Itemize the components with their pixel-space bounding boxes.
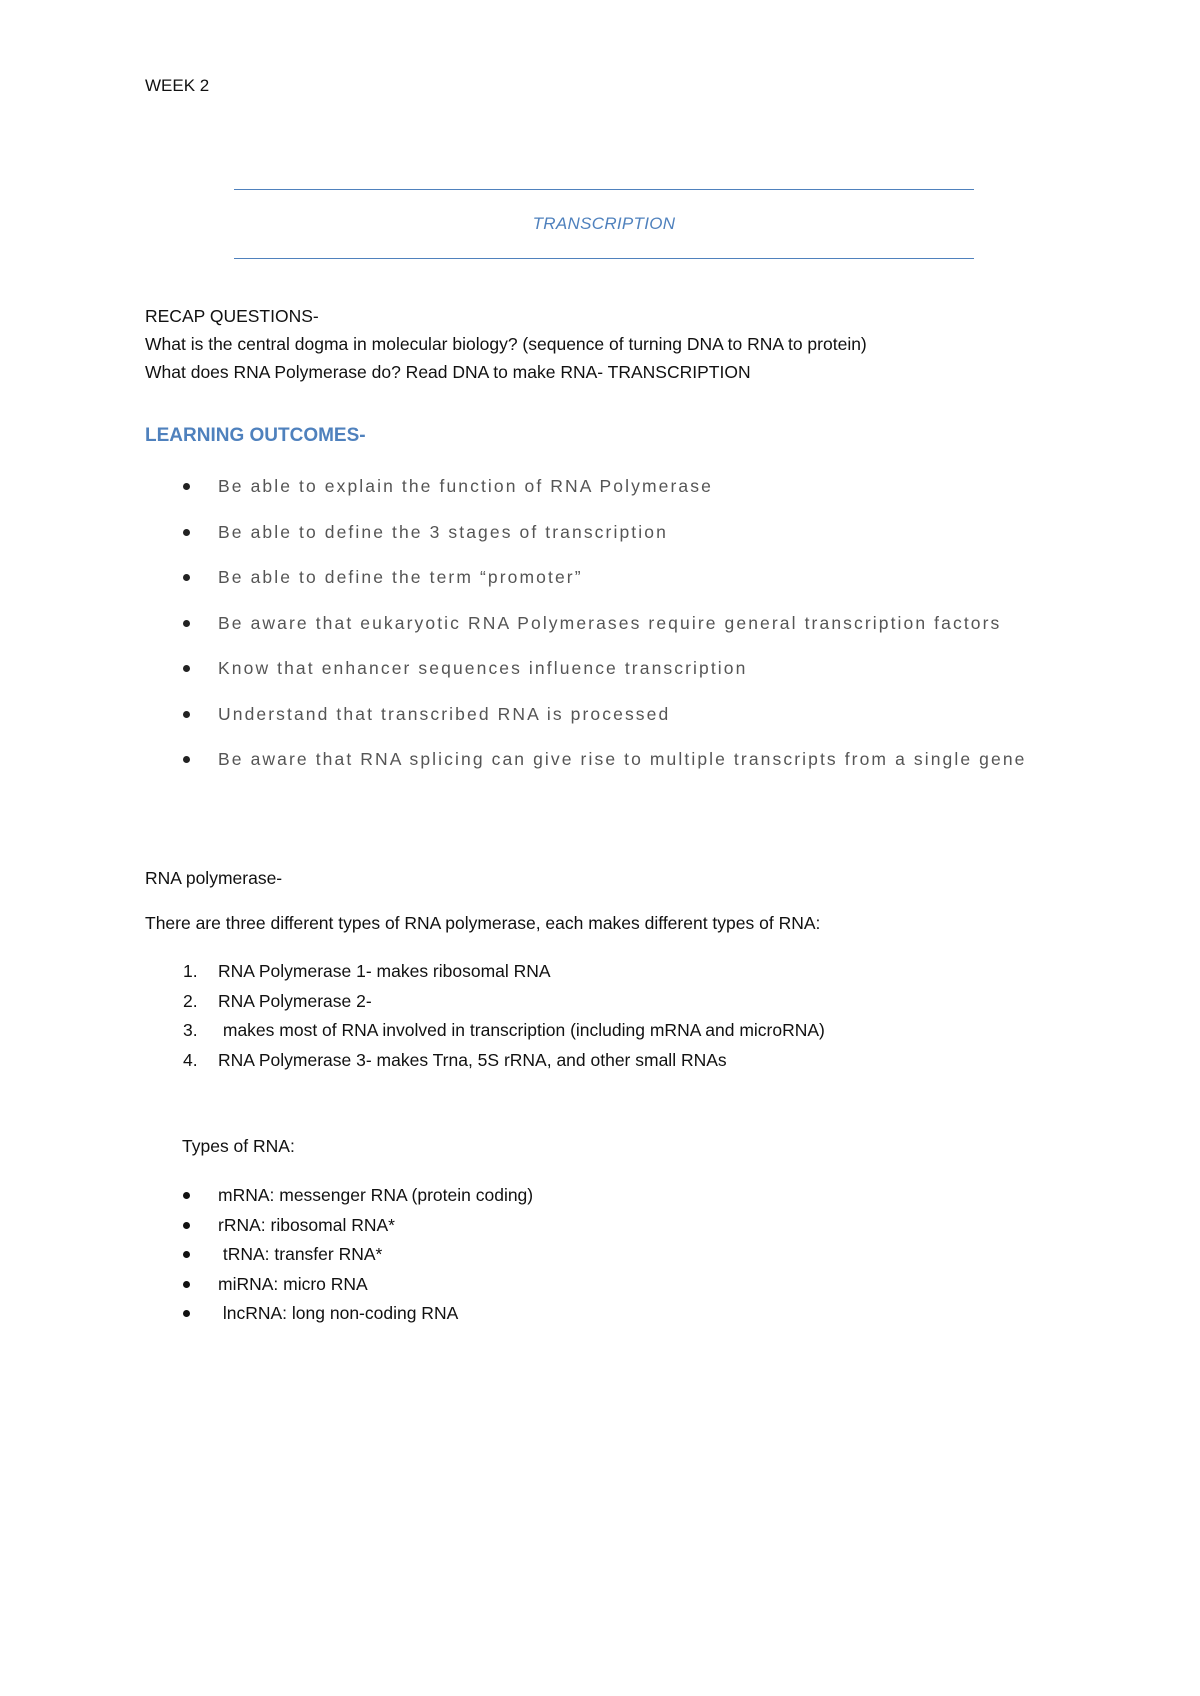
bullet-icon <box>183 529 190 536</box>
rna-type-text: mRNA: messenger RNA (protein coding) <box>218 1185 534 1205</box>
polymerase-text: RNA Polymerase 2- <box>218 990 372 1011</box>
list-item <box>145 957 825 987</box>
bullet-icon <box>183 574 190 581</box>
rna-type-text: lncRNA: long non-coding RNA <box>218 1303 459 1323</box>
list-item <box>145 1240 533 1270</box>
list-item <box>145 563 1085 592</box>
outcome-text: Be able to define the 3 stages of transcription <box>218 521 668 542</box>
polymerase-text: RNA Polymerase 3- makes Trna, 5S rRNA, and other small RNAs <box>218 1050 727 1071</box>
outcome-text: Be able to explain the function of RNA Polymerase <box>218 476 713 496</box>
list-item <box>145 472 1085 501</box>
learning-outcomes-heading: LEARNING OUTCOMES- <box>145 425 366 446</box>
bullet-icon <box>183 665 190 672</box>
outcome-text: Be aware that eukaryotic RNA Polymerases require general transcription factors <box>218 612 1002 633</box>
bullet-icon <box>183 1192 190 1199</box>
rna-types-heading: Types of RNA: <box>182 1136 295 1156</box>
bullet-icon <box>183 1222 190 1229</box>
recap-question-2: What does RNA Polymerase do? Read DNA to make RNA- TRANSCRIPTION <box>145 362 751 382</box>
list-item <box>145 1270 533 1300</box>
polymerase-list <box>145 957 825 1076</box>
bullet-icon <box>183 756 190 763</box>
list-item <box>145 1046 825 1076</box>
list-item <box>145 609 1085 638</box>
outcome-text: Be able to define the term “promoter” <box>218 567 583 587</box>
list-item <box>145 654 1085 683</box>
bullet-icon <box>183 1281 190 1288</box>
outcome-text: Understand that transcribed RNA is processed <box>218 703 671 724</box>
polymerase-text: makes most of RNA involved in transcription (including mRNA and microRNA) <box>218 1020 825 1041</box>
recap-question-1: What is the central dogma in molecular biology? (sequence of turning DNA to RNA to protein) <box>145 334 867 354</box>
bullet-icon <box>183 483 190 490</box>
bullet-icon <box>183 1251 190 1258</box>
list-item <box>145 987 825 1017</box>
title-bottom-rule <box>234 258 974 259</box>
list-item <box>145 1181 533 1211</box>
list-item <box>145 1211 533 1241</box>
bullet-icon <box>183 1310 190 1317</box>
week-label: WEEK 2 <box>145 76 210 95</box>
bullet-icon <box>183 620 190 627</box>
rna-polymerase-intro: There are three different types of RNA polymerase, each makes different types of RNA: <box>145 913 821 933</box>
outcome-text: Know that enhancer sequences influence transcription <box>218 658 748 678</box>
list-item <box>145 700 1085 729</box>
rna-polymerase-heading: RNA polymerase- <box>145 868 283 888</box>
list-item <box>145 1299 533 1329</box>
outcome-text: Be aware that RNA splicing can give rise to multiple transcripts from a single gene <box>218 749 1027 769</box>
list-item <box>145 745 1085 774</box>
rna-type-text: tRNA: transfer RNA* <box>218 1244 383 1264</box>
title-top-rule <box>234 189 974 190</box>
document-title: TRANSCRIPTION <box>532 214 676 233</box>
recap-heading: RECAP QUESTIONS- <box>145 306 319 326</box>
list-item <box>145 1016 825 1046</box>
list-item <box>145 518 1085 547</box>
learning-outcomes-list <box>145 472 1085 791</box>
recap-section <box>145 302 867 386</box>
list-number: 3. <box>183 1020 198 1041</box>
bullet-icon <box>183 711 190 718</box>
list-number: 1. <box>183 961 198 981</box>
list-number: 4. <box>183 1050 198 1071</box>
rna-types-list <box>145 1181 533 1329</box>
list-number: 2. <box>183 990 198 1011</box>
polymerase-text: RNA Polymerase 1- makes ribosomal RNA <box>218 961 551 981</box>
rna-type-text: miRNA: micro RNA <box>218 1273 368 1294</box>
rna-type-text: rRNA: ribosomal RNA* <box>218 1214 395 1235</box>
